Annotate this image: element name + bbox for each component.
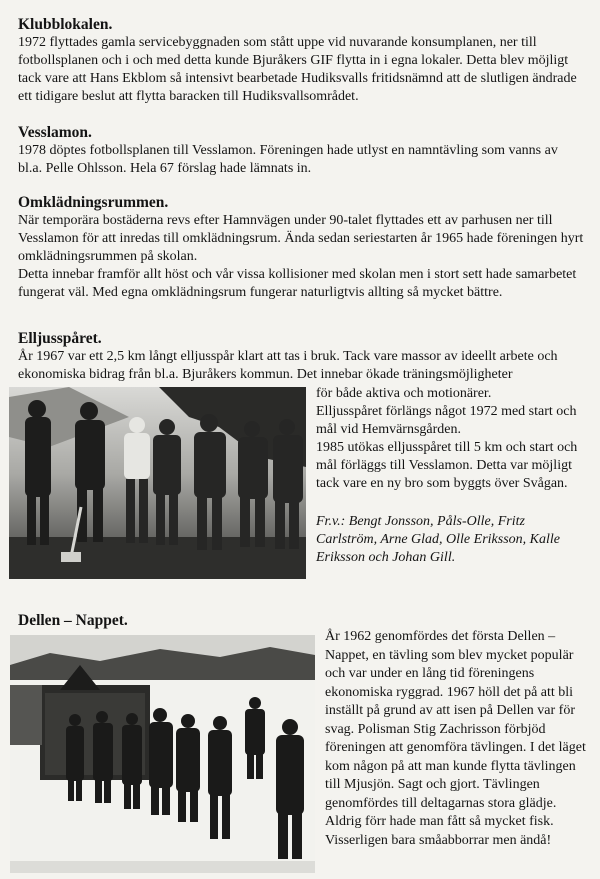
section-klubblokalen [18,16,584,106]
section-vesslamon [18,124,584,178]
elljussparet-side-text [316,385,588,567]
section-heading: Vesslamon. [18,124,92,141]
side-text-3: 1985 utökas elljusspåret till 5 km och start och mål förläggs till Vesslamon. Detta var möjligt tack vare en ny bro som byggts över Svågan. [316,440,578,491]
side-text-2: Elljusspåret förlängs något 1972 med start och mål vid Hemvärnsgården. [316,404,577,437]
section-text-2: Detta innebar framför allt höst och vår vissa kollisioner med skolan men i stort sett hade samarbetet fungerat väl. Med egna omklädningsrum fungerar naturligtvis allting så mycket bättre. [18,267,577,300]
section-text: 1978 döptes fotbollsplanen till Vesslamon. Föreningen hade utlyst en namntävling som vanns av bl.a. Pelle Ohlsson. Hela 67 förslag hade lämnats in. [18,143,558,176]
section-omkladningsrummen [18,194,584,302]
dellen-side-text [325,628,593,850]
photo-caption: Fr.v.: Bengt Jonsson, Påls-Olle, Fritz Carlström, Arne Glad, Olle Eriksson, Kalle Eriksson och Johan Gill. [316,514,560,565]
section-intro: År 1967 var ett 2,5 km långt elljusspår klart att tas i bruk. Tack vare massor av ideellt arbete och ekonomiska bidrag från bl.a. Bjuråkers kommun. Det innebar ökade träningsmöjligheter [18,349,558,382]
photo-dellen-nappet-ice [10,635,315,873]
section-text: 1972 flyttades gamla servicebyggnaden som stått uppe vid nuvarande konsumplanen, ner till fotbollsplanen och i och med detta kunde Bjuråkers GIF flytta in i egna lokaler. Detta blev möjligt tack vare att Hans Ekblom så intensivt bearbetade Hudiksvalls fritidsnämnd att de slutligen ändrade ett tidigare beslut att flytta baracken till Hudiksvallsområdet. [18,35,577,104]
section-heading: Omklädningsrummen. [18,194,169,211]
section-text: När temporära bostäderna revs efter Hamnvägen under 90-talet flyttades ett av parhusen ner till Vesslamon för att inredas till omklädningsrum. Ända sedan seriestarten år 1965 hade föreningen hyrt omklädningsrummen på skolan. [18,213,584,264]
section-heading: Dellen – Nappet. [18,612,128,629]
photo-elljussparet-workers [9,387,306,579]
side-text-1: för både aktiva och motionärer. [316,386,492,401]
section-text: År 1962 genomfördes det första Dellen – Nappet, en tävling som blev mycket populär och var under en lång tid föreningens ekonomiska ryggrad. 1967 höll det på att bli inställt på grund av att isen på Dellen var för svag. Polisman Stig Zachrisson förbjöd föreningen att genomföra tävlingen. I det läget kom någon på att man kunde flytta tävlingen till Mjusjön. Sagt och gjort. Tävlingen genomfördes till deltagarnas stora glädje. Aldrig förr hade man fått så mycket fisk. Visserligen bara småabborrar men ändå! [325,629,586,848]
photo-image [10,635,315,873]
section-heading: Elljusspåret. [18,330,102,347]
section-heading: Klubblokalen. [18,16,113,33]
section-elljussparet [18,330,584,384]
photo-image [9,387,306,579]
